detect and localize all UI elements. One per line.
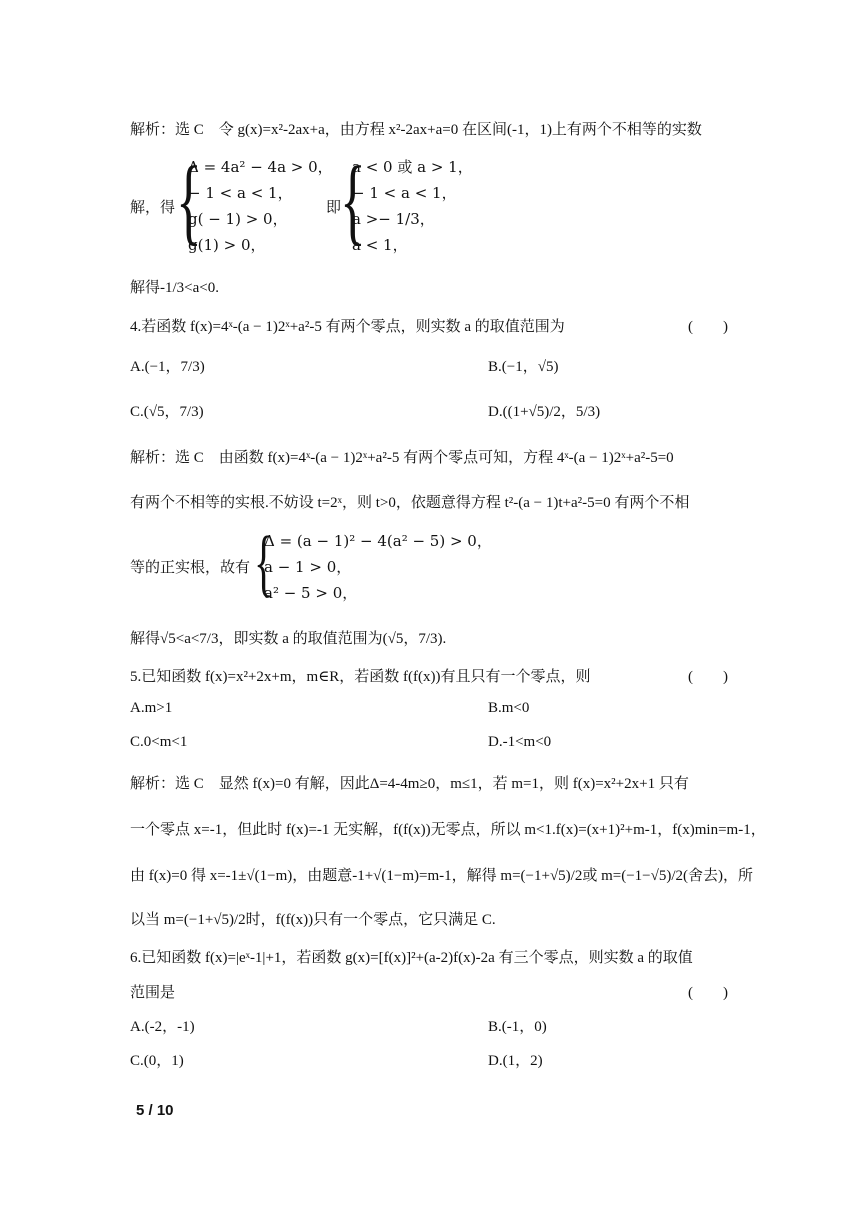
q6-answer-paren: ( ) [688, 985, 728, 1001]
q4-analysis-line2: 有两个不相等的实根.不妨设 t=2ˣ，则 t>0，依题意得方程 t²-(a − 1)t+a²-5=0 有两个不相 [130, 495, 690, 511]
q4-sys-row: a − 1 > 0， [264, 558, 352, 576]
q4-sys-row: Δ = (a − 1)² − 4(a² − 5) > 0， [264, 532, 492, 550]
q3-sys1-row: g( − 1) > 0， [188, 210, 288, 228]
left-brace: { [340, 147, 366, 255]
q3-sys2-row: a < 0 或 a > 1， [352, 158, 473, 176]
q4-stem: 4.若函数 f(x)=4ˣ-(a − 1)2ˣ+a²-5 有两个零点，则实数 a 的取值范围为 [130, 319, 565, 335]
q4-option-b: B.(−1，√5) [488, 359, 559, 375]
q6-option-d: D.(1，2) [488, 1053, 543, 1069]
q4-analysis-line1: 解析：选 C 由函数 f(x)=4ˣ-(a − 1)2ˣ+a²-5 有两个零点可知，方程 4ˣ-(a − 1)2ˣ+a²-5=0 [130, 450, 674, 466]
q3-sys1-row: g(1) > 0， [188, 236, 266, 254]
q3-result: 解得-1/3<a<0. [130, 280, 219, 296]
left-brace: { [176, 147, 202, 255]
q3-analysis-line1 [130, 118, 702, 139]
q3-ie: 即 [326, 200, 342, 216]
q5-analysis-line4: 以当 m=(−1+√5)/2时，f(f(x))只有一个零点，它只满足 C. [130, 912, 496, 928]
q6-stem: 6.已知函数 f(x)=|eˣ-1|+1，若函数 g(x)=[f(x)]²+(a-2)f(x)-2a 有三个零点，则实数 a 的取值 [130, 950, 693, 966]
page-number: 5 / 10 [136, 1102, 174, 1119]
q5-analysis-line2: 一个零点 x=-1，但此时 f(x)=-1 无实解，f(f(x))无零点，所以 m<1.f(x)=(x+1)²+m-1，f(x)min=m-1， [130, 822, 766, 838]
q5-analysis-line3: 由 f(x)=0 得 x=-1±√(1−m)，由题意-1+√(1−m)=m-1，解得 m=(−1+√5)/2或 m=(−1−√5)/2(舍去)，所 [130, 868, 754, 884]
left-brace: { [254, 522, 274, 604]
q5-option-a: A.m>1 [130, 700, 173, 716]
q5-stem: 5.已知函数 f(x)=x²+2x+m，m∈R，若函数 f(f(x))有且只有一个零点，则 [130, 669, 591, 685]
q3-sys1-row: Δ = 4a² − 4a > 0， [188, 158, 333, 176]
q5-answer-paren: ( ) [688, 669, 728, 685]
q5-option-c: C.0<m<1 [130, 734, 188, 750]
q3-sys2-row: a < 1， [352, 236, 408, 254]
q3-analysis-line1-text: 解析：选 C 令 g(x)=x²-2ax+a，由方程 x²-2ax+a=0 在区间(-1，1)上有两个不相等的实数 [130, 122, 702, 138]
q4-option-a: A.(−1，7/3) [130, 359, 205, 375]
q4-option-c: C.(√5，7/3) [130, 404, 204, 420]
q6-option-b: B.(-1，0) [488, 1019, 547, 1035]
q4-sys-row: a² − 5 > 0， [264, 584, 358, 602]
q3-sys2-row: a >− 1/3， [352, 210, 435, 228]
q3-sys2-row: − 1 < a < 1， [352, 184, 457, 202]
q6-option-a: A.(-2，-1) [130, 1019, 195, 1035]
q4-analysis-result: 解得√5<a<7/3，即实数 a 的取值范围为(√5，7/3). [130, 631, 447, 647]
q3-solve-prefix: 解，得 [130, 200, 176, 216]
q3-sys1-row: − 1 < a < 1， [188, 184, 293, 202]
q5-option-d: D.-1<m<0 [488, 734, 552, 750]
q4-analysis-line3-prefix: 等的正实根，故有 [130, 560, 251, 576]
q6-stem-line2: 范围是 [130, 985, 176, 1001]
q4-option-d: D.((1+√5)/2，5/3) [488, 404, 601, 420]
q5-option-b: B.m<0 [488, 700, 530, 716]
q5-analysis-line1: 解析：选 C 显然 f(x)=0 有解，因此Δ=4-4m≥0，m≤1，若 m=1，则 f(x)=x²+2x+1 只有 [130, 776, 689, 792]
q6-option-c: C.(0，1) [130, 1053, 184, 1069]
q4-answer-paren: ( ) [688, 319, 728, 335]
